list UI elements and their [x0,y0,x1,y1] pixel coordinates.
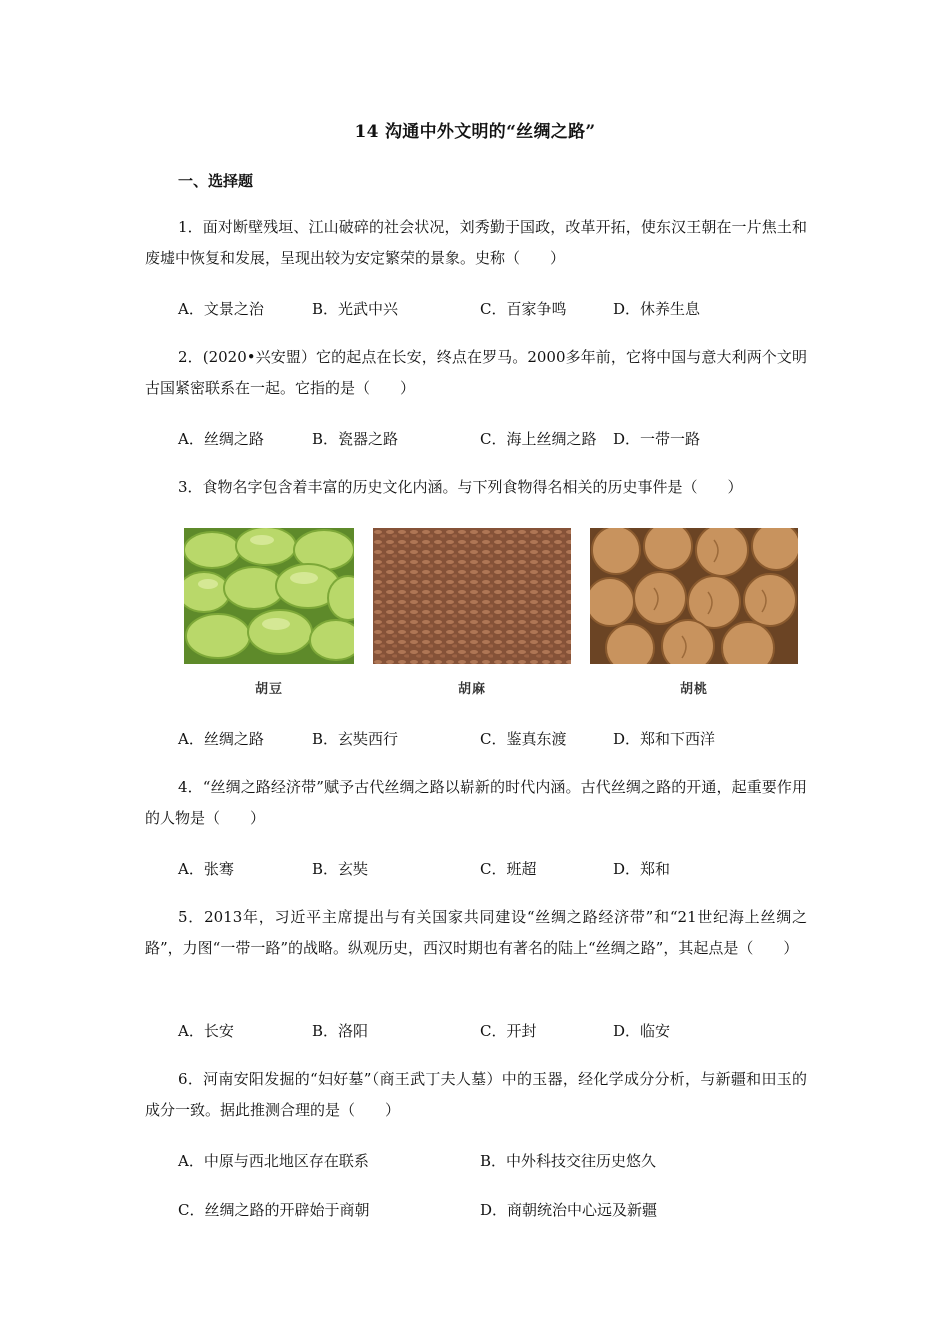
option-c[interactable]: C．开封 [480,1022,537,1040]
option-b[interactable]: B．玄奘西行 [312,730,399,748]
question-2: 2．(2020•兴安盟）它的起点在长安，终点在罗马。2000多年前，它将中国与意大利两个文明古国紧密联系在一起。它指的是（ ） [145,348,807,397]
option-b[interactable]: B．光武中兴 [312,300,399,318]
option-a[interactable]: A．中原与西北地区存在联系 [178,1152,369,1170]
question-3: 3．食物名字包含着丰富的历史文化内涵。与下列食物得名相关的历史事件是（ ） [178,478,743,496]
option-b[interactable]: B．中外科技交往历史悠久 [480,1152,657,1170]
option-a[interactable]: A．丝绸之路 [178,430,264,448]
option-a[interactable]: A．丝绸之路 [178,730,264,748]
fava-bean-photo [184,528,354,697]
option-c[interactable]: C．海上丝绸之路 [480,430,597,448]
option-d[interactable]: D．一带一路 [613,430,701,448]
walnut-photo [590,528,798,697]
option-d[interactable]: D．郑和下西洋 [613,730,716,748]
option-c[interactable]: C．鉴真东渡 [480,730,567,748]
option-c[interactable]: C．百家争鸣 [480,300,567,318]
option-a[interactable]: A．张骞 [178,860,234,878]
question-1: 1．面对断壁残垣、江山破碎的社会状况，刘秀勤于国政，改革开拓，使东汉王朝在一片焦土和废墟中恢复和发展，呈现出较为安定繁荣的景象。史称（ ） [145,218,807,267]
question-4: 4．“丝绸之路经济带”赋予古代丝绸之路以崭新的时代内涵。古代丝绸之路的开通，起重要作用的人物是（ ） [145,778,807,827]
option-b[interactable]: B．洛阳 [312,1022,369,1040]
option-c[interactable]: C．班超 [480,860,537,878]
flax-seed-photo [373,528,571,697]
question-6: 6．河南安阳发掘的“妇好墓”（商王武丁夫人墓）中的玉器，经化学成分分析，与新疆和田玉的成分一致。据此推测合理的是（ ） [145,1070,807,1119]
option-d[interactable]: D．休养生息 [613,300,701,318]
option-d[interactable]: D．郑和 [613,860,671,878]
option-c[interactable]: C．丝绸之路的开辟始于商朝 [178,1201,370,1219]
option-b[interactable]: B．玄奘 [312,860,369,878]
document-title: 14 沟通中外文明的“丝绸之路” [354,122,596,142]
option-d[interactable]: D．临安 [613,1022,671,1040]
caption-hu-dou: 胡豆 [254,682,283,697]
option-a[interactable]: A．文景之治 [178,300,264,318]
section-heading: 一、选择题 [178,172,254,190]
caption-hu-ma: 胡麻 [457,682,486,697]
food-images [184,528,804,708]
caption-hu-tao: 胡桃 [679,682,708,697]
question-5: 5．2013年，习近平主席提出与有关国家共同建设“丝绸之路经济带”和“21世纪海上丝绸之路”，力图“一带一路”的战略。纵观历史，西汉时期也有著名的陆上“丝绸之路”，其起点是（ ） [145,908,807,957]
option-d[interactable]: D．商朝统治中心远及新疆 [480,1201,658,1219]
option-b[interactable]: B．瓷器之路 [312,430,399,448]
option-a[interactable]: A．长安 [178,1022,234,1040]
